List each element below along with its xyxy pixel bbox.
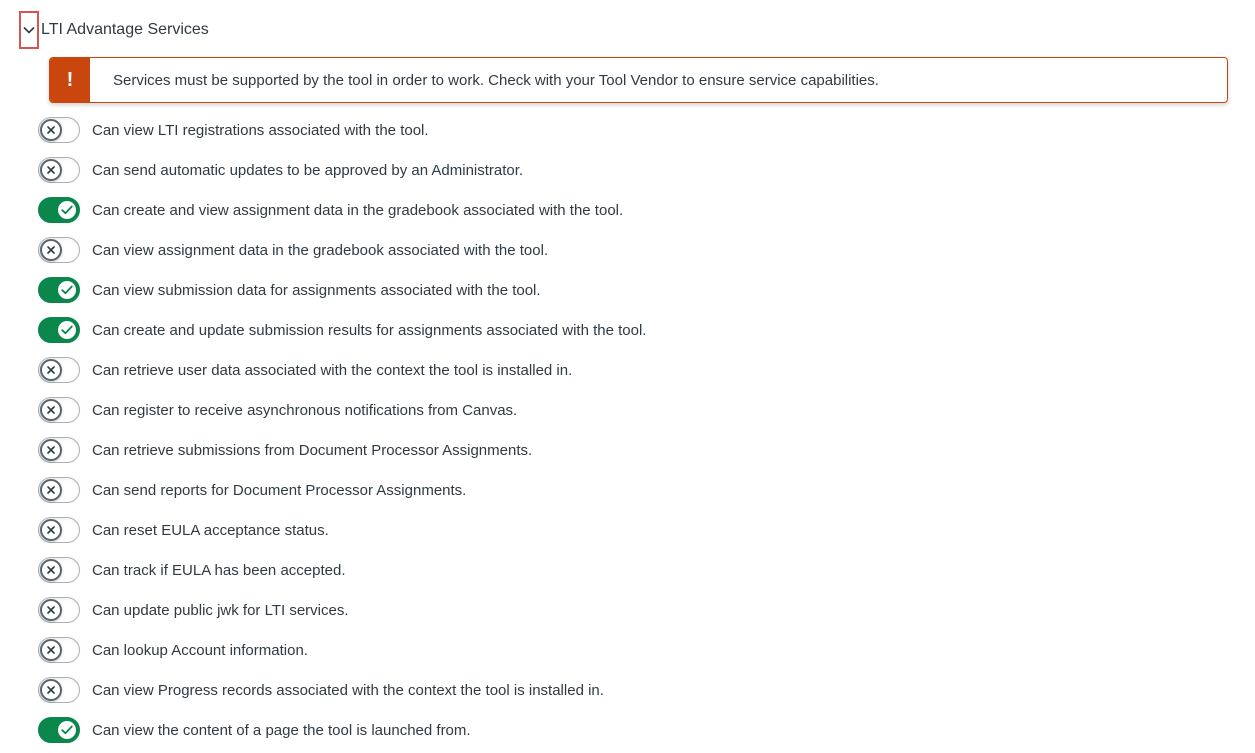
- service-toggle-switch[interactable]: [38, 557, 80, 583]
- service-row: [38, 310, 646, 350]
- service-label: Can retrieve submissions from Document Processor Assignments.: [92, 441, 533, 459]
- service-row: [38, 150, 646, 190]
- service-row: [38, 390, 646, 430]
- chevron-down-icon: [23, 21, 35, 39]
- service-toggle-switch[interactable]: [38, 397, 80, 423]
- services-list: [38, 110, 646, 750]
- service-row: [38, 270, 646, 310]
- close-icon: [40, 479, 62, 501]
- service-row: [38, 430, 646, 470]
- service-toggle-switch[interactable]: [38, 677, 80, 703]
- warning-alert: [49, 57, 1228, 103]
- alert-message: Services must be supported by the tool in order to work. Check with your Tool Vendor to ensure service capabilities.: [113, 71, 879, 89]
- service-label: Can lookup Account information.: [92, 641, 308, 659]
- service-label: Can create and view assignment data in the gradebook associated with the tool.: [92, 201, 624, 219]
- service-row: [38, 590, 646, 630]
- service-toggle-switch[interactable]: [38, 117, 80, 143]
- check-icon: [56, 719, 78, 741]
- exclamation-icon: !: [50, 58, 90, 102]
- close-icon: [40, 599, 62, 621]
- service-toggle-switch[interactable]: [38, 197, 80, 223]
- service-label: Can create and update submission results for assignments associated with the tool.: [92, 321, 647, 339]
- service-toggle-switch[interactable]: [38, 357, 80, 383]
- service-row: [38, 470, 646, 510]
- close-icon: [40, 239, 62, 261]
- service-row: [38, 630, 646, 670]
- collapse-toggle-button[interactable]: [19, 11, 39, 49]
- service-row: [38, 190, 646, 230]
- service-label: Can view the content of a page the tool is launched from.: [92, 721, 471, 739]
- section-title: LTI Advantage Services: [41, 21, 209, 38]
- service-row: [38, 510, 646, 550]
- close-icon: [40, 119, 62, 141]
- check-icon: [56, 319, 78, 341]
- service-toggle-switch[interactable]: [38, 437, 80, 463]
- service-row: [38, 230, 646, 270]
- service-label: Can track if EULA has been accepted.: [92, 561, 346, 579]
- service-toggle-switch[interactable]: [38, 637, 80, 663]
- service-label: Can send automatic updates to be approved by an Administrator.: [92, 161, 524, 179]
- service-toggle-switch[interactable]: [38, 717, 80, 743]
- service-row: [38, 670, 646, 710]
- service-label: Can view submission data for assignments associated with the tool.: [92, 281, 541, 299]
- service-label: Can view LTI registrations associated with the tool.: [92, 121, 429, 139]
- service-toggle-switch[interactable]: [38, 597, 80, 623]
- service-label: Can send reports for Document Processor Assignments.: [92, 481, 467, 499]
- close-icon: [40, 639, 62, 661]
- service-label: Can view Progress records associated with the context the tool is installed in.: [92, 681, 604, 699]
- close-icon: [40, 519, 62, 541]
- service-toggle-switch[interactable]: [38, 237, 80, 263]
- service-row: [38, 550, 646, 590]
- service-toggle-switch[interactable]: [38, 157, 80, 183]
- close-icon: [40, 399, 62, 421]
- service-toggle-switch[interactable]: [38, 277, 80, 303]
- close-icon: [40, 159, 62, 181]
- close-icon: [40, 679, 62, 701]
- close-icon: [40, 559, 62, 581]
- service-row: [38, 110, 646, 150]
- close-icon: [40, 359, 62, 381]
- service-label: Can register to receive asynchronous notifications from Canvas.: [92, 401, 518, 419]
- service-label: Can retrieve user data associated with the context the tool is installed in.: [92, 361, 573, 379]
- service-label: Can update public jwk for LTI services.: [92, 601, 349, 619]
- check-icon: [56, 199, 78, 221]
- service-toggle-switch[interactable]: [38, 517, 80, 543]
- service-toggle-switch[interactable]: [38, 317, 80, 343]
- service-row: [38, 710, 646, 750]
- service-label: Can reset EULA acceptance status.: [92, 521, 329, 539]
- service-toggle-switch[interactable]: [38, 477, 80, 503]
- service-label: Can view assignment data in the gradebook associated with the tool.: [92, 241, 549, 259]
- check-icon: [56, 279, 78, 301]
- service-row: [38, 350, 646, 390]
- close-icon: [40, 439, 62, 461]
- section-header: [19, 10, 209, 50]
